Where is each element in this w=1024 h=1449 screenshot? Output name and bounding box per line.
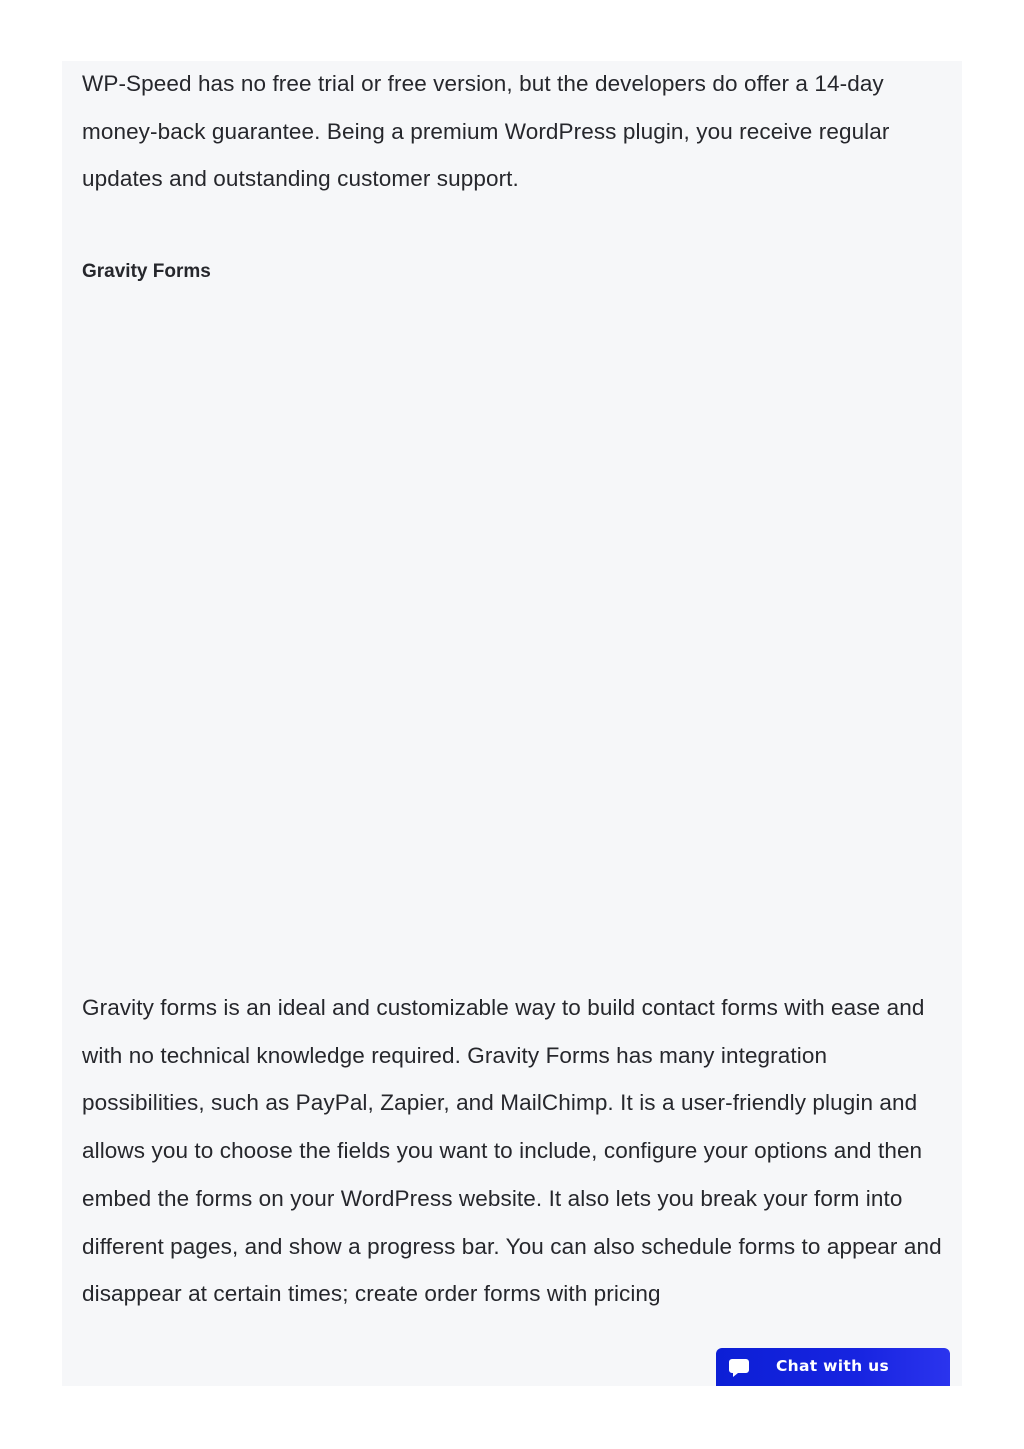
chat-widget-label: Chat with us — [776, 1357, 890, 1375]
image-placeholder — [82, 311, 942, 971]
chat-widget-button[interactable] — [716, 1348, 950, 1386]
paragraph-gravity-forms: Gravity forms is an ideal and customizable way to build contact forms with ease and with no technical knowledge required. Gravity Forms has many integration possibilities, such as PayPal, Zapier, and MailChimp. It is a user-friendly plugin and allows you to choose the fields you want to include, configure your options and then embed the forms on your WordPress website. It also lets you break your form into different pages, and show a progress bar. You can also schedule forms to appear and disappear at certain times; create order forms with pricing — [82, 995, 942, 1307]
section-heading-gravity-forms: Gravity Forms — [82, 261, 211, 282]
chat-bubble-icon — [728, 1357, 750, 1379]
article-content — [62, 61, 962, 1386]
paragraph-wp-speed: WP-Speed has no free trial or free version, but the developers do offer a 14-day money-back guarantee. Being a premium WordPress plugin, you receive regular updates and outstanding customer support. — [82, 71, 890, 192]
